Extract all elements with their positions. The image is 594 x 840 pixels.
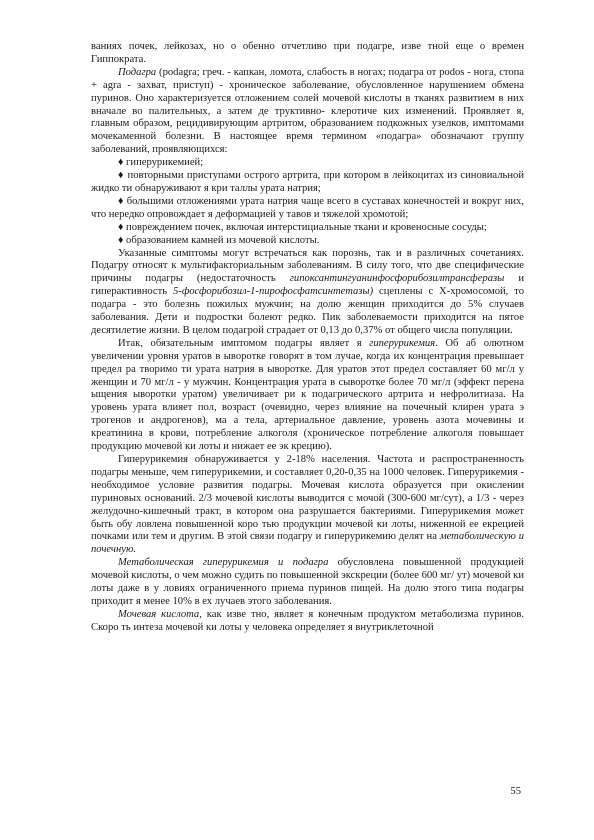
text-run: обусловлена повышенной продукцией мочевой кислоты, о чем можно судить по повышенной экскреции (более 600 мг/ ут) мочевой ки лоты даже в у ловиях ограниченного приема пуринов пищей. На долю этого типа подагры приходит я менее 10% в ех лучаев этого заболевания.: [91, 557, 524, 607]
text-run: . Об аб олютном увеличении уровня уратов в ыворотке говорят в том лучае, когда их концентрация превышает предел ра творимо ти урата натрия в ыворотке. Для уратов этот предел составляет 60 мг/л у женщин и 70 мг/л - у мужчин. Концентрация урата в сыворотке более 70 мг/л (эффект перена ыщения ыворотки уратом) увеличивает ри к подагрического артрита и нефролитиаза. На уровень урата влияет пол, возраст (очевидно, через влияние на почечный клирен урата э трогенов и андрогенов), ма а тела, артериальное давление, уровень азота мочевины и креатинина в крови, потребление алкоголя (хроническое потребление алкоголя повышает продукцию мочевой ки лоты и нижает ее эк крецию).: [91, 337, 525, 453]
text-run: ♦ большими отложениями урата натрия чаще всего в суставах конечностей и вокруг них, что нередко опровождает я деформацией у тавов и тяжелой хромотой;: [91, 195, 524, 220]
text-run: ♦ повреждением почек, включая интерстициальные ткани и кровеносные сосуды;: [118, 221, 487, 233]
paragraph-p7: [91, 235, 524, 248]
italic-term: Метаболическая гиперурикемия и подагра: [118, 557, 329, 569]
paragraph-p2: [91, 67, 524, 157]
paragraph-p4: [91, 170, 524, 196]
text-run: ваниях почек, лейкозах, но о обенно отчетливо при подагре, изве тной еще о времен Гиппократа.: [91, 41, 524, 65]
paragraph-p1: [91, 41, 524, 67]
text-run: Итак, обязательным имптомом подагры являет я: [118, 337, 370, 349]
paragraph-p11: [91, 557, 524, 609]
text-run: и гиперактивность: [91, 273, 524, 298]
italic-term: гиперурикемия: [369, 337, 436, 349]
text-run: ♦ образованием камней из мочевой кислоты.: [118, 234, 320, 246]
body-text: [91, 41, 524, 635]
text-run: ♦ гиперурикемией;: [118, 157, 204, 169]
page-number: 55: [510, 786, 521, 797]
paragraph-p3: [91, 157, 524, 170]
text-run: сцеплены с Х-хромосомой, то подагра - это болезнь пожилых мужчин; на долю женщин приходится до 5% случаев заболевания. Дети и подростки болеют редко. Пик заболеваемости приходится на пятое десятилетие жизни. В целом подагрой страдает от 0,13 до 0,37% от общего числа популяции.: [91, 286, 524, 336]
paragraph-p12: [91, 609, 524, 635]
paragraph-p10: [91, 454, 524, 557]
italic-term: гипоксантингуанинфосфорибозилтрансферазы: [289, 273, 505, 285]
paragraph-p6: [91, 222, 524, 235]
text-run: , как изве тно, являет я конечным продуктом метаболизма пуринов. Скоро ть интеза мочевой ки лоты у человека определяет я внутриклеточной: [91, 608, 524, 633]
text-run: Гиперурикемия обнаруживается у 2-18% населения. Частота и распространенность подагры меньше, чем гиперурикемии, и составляет 0,20-0,35 на 1000 человек. Гиперурикемия - необходимое условие развития подагры. Мочевая кислота образуется при окислении пуриновых оснований. 2/3 мочевой кислоты выводится с мочой (300-600 мг/сут), а 1/3 - через желудочно-кишечный тракт, в котором она разрушается бактериями. Гиперурикемия может быть обу ловлена повышенной коро тью продукции мочевой ки лоты, ниженной ее екрецией почками или тем и другим. В этой связи подагру и гиперурикемию делят на: [91, 454, 524, 543]
paragraph-p5: [91, 196, 524, 222]
italic-term: 5-фосфорибозил-1-пирофосфатсинтетазы): [173, 286, 374, 298]
paragraph-p8: [91, 248, 524, 338]
text-run: ♦ повторными приступами острого артрита, при котором в лейкоцитах из синовиальной жидко ти обнаруживают я кри таллы урата натрия;: [91, 170, 524, 194]
text-run: Указанные симптомы могут встречаться как порознь, так и в различных сочетаниях. Подагру относят к мультифакториальным заболеваниям. В силу того, что две специфические причины подагры (недостаточность: [91, 247, 524, 285]
text-run: (podagra; греч. - капкан, ломота, слабость в ногах; подагра от podos - нога, стопа + agra - захват, приступ) - хроническое заболевание, обусловленное нарушением обмена пуринов. Оно характеризуется отложением солей мочевой кислоты в тканях развитием в них вначале во палительных, а затем де труктивно- клеротиче ких изменений. Проявляет я, главным образом, рецидивирующим артритом, образованием подкожных узелков, имптомами мочекаменной болезни. В настоящее время термином «подагра» обозначают группу заболеваний, проявляющихся:: [91, 66, 524, 156]
italic-term: метаболическую и почечную.: [91, 531, 524, 556]
italic-term: Мочевая кислота: [118, 608, 200, 620]
italic-term: Подагра: [118, 66, 157, 78]
paragraph-p9: [91, 338, 524, 454]
